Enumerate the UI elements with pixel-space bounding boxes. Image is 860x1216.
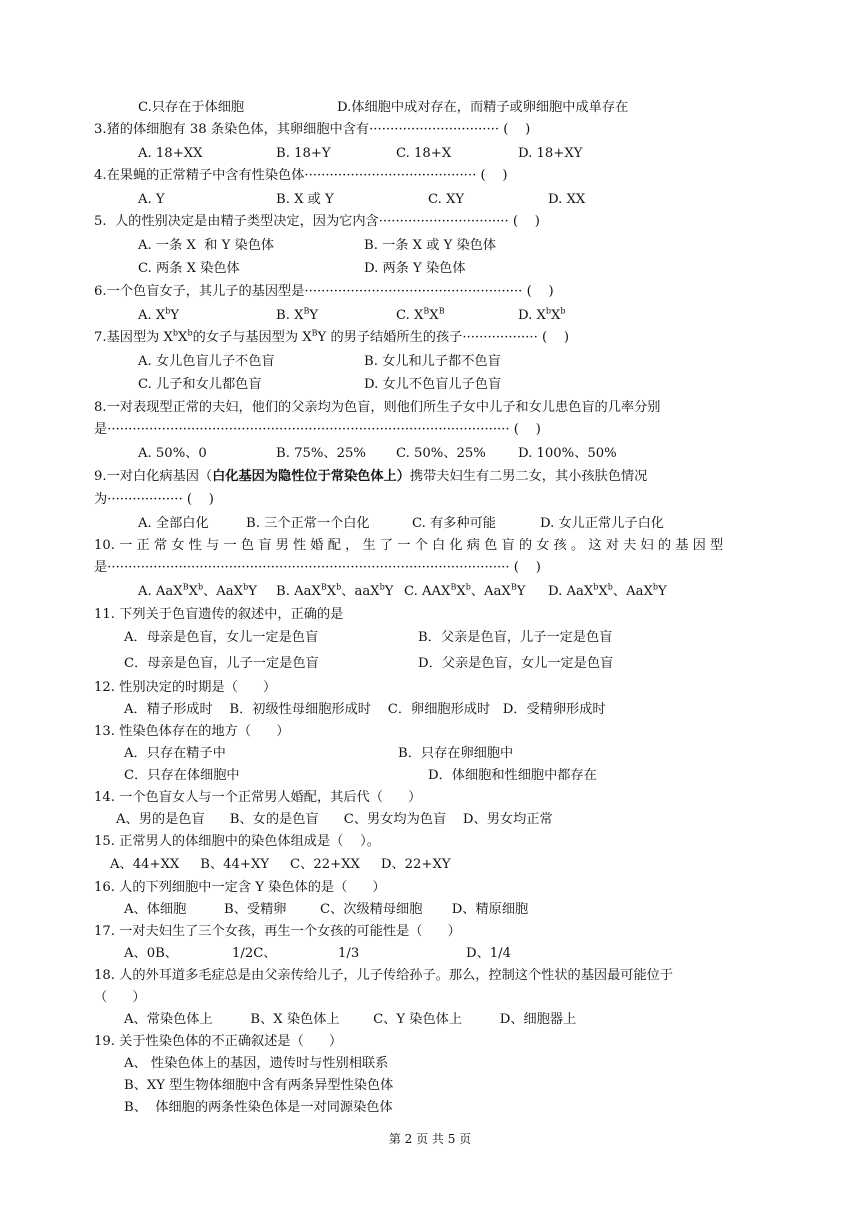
text-line: A. 全部白化 xyxy=(138,516,209,531)
text-line: 15. 正常男人的体细胞中的染色体组成是（ ）。 xyxy=(94,834,380,849)
text-line: C. 50%、25% xyxy=(396,446,486,461)
text-line: 12. 性别决定的时期是（ ） xyxy=(94,680,277,695)
text-line: 14. 一个色盲女人与一个正常男人婚配，其后代（ ） xyxy=(94,790,422,805)
text-line: A. 18+XX xyxy=(138,146,203,161)
q6-option-c: C. $X^BX^B$ xyxy=(396,306,445,323)
text-line: D．体细胞和性细胞中都存在 xyxy=(428,768,597,783)
text-line: D. 100%、50% xyxy=(518,446,617,461)
text-line: C．只存在体细胞中 xyxy=(124,768,240,783)
text-line: 3.猪的体细胞有 38 条染色体，其卵细胞中含有······························· ( ) xyxy=(94,122,531,137)
text-line: C．母亲是色盲，儿子一定是色盲 xyxy=(124,656,319,671)
text-line: 16. 人的下列细胞中一定含 Y 染色体的是（ ） xyxy=(94,880,386,895)
text-line: A．只存在精子中 xyxy=(124,746,226,761)
q6-option-b: B. $X^BY$ xyxy=(276,306,319,323)
q10-option-b: B. $AaX^BX^b$、aaX$^b$Y xyxy=(276,582,394,599)
text-line: D. 18+XY xyxy=(518,146,583,161)
text-line: A. 一条 X 和 Y 染色体 xyxy=(138,238,275,253)
text-line: 是································································································ ( ) xyxy=(94,560,541,575)
text-line: B. X 或 Y xyxy=(276,192,334,207)
text-line: B．只存在卵细胞中 xyxy=(398,746,514,761)
text-line: 是································································································ ( ) xyxy=(94,422,541,437)
q6-option-d: D. $X^bX^b$ xyxy=(518,306,566,323)
text-line: 8.一对表现型正常的夫妇，他们的父亲均为色盲，则他们所生子女中儿子和女儿患色盲的几率分别 xyxy=(94,400,661,415)
q10-option-d: D. $AaX^bX^b$、AaX$^b$Y xyxy=(548,582,667,599)
text-line: A、0B、 xyxy=(124,946,178,961)
text-line: C. XY xyxy=(428,192,465,207)
text-line: 5. 人的性别决定是由精子类型决定，因为它内含······························· ( ) xyxy=(94,214,540,229)
text-line: D. 两条 Y 染色体 xyxy=(364,261,466,276)
q7-option-d: D. 女儿不色盲儿子色盲 xyxy=(364,377,502,392)
text-line: C.只存在于体细胞 xyxy=(138,100,245,115)
text-line: 13. 性染色体存在的地方（ ） xyxy=(94,724,290,739)
text-line: B．父亲是色盲，儿子一定是色盲 xyxy=(418,630,613,645)
text-line: D. 女儿正常儿子白化 xyxy=(540,516,664,531)
text-line: D.体细胞中成对存在，而精子或卵细胞中成单存在 xyxy=(337,100,629,115)
text-line: B. 一条 X 或 Y 染色体 xyxy=(364,238,497,253)
text-line: A、男的是色盲 B、女的是色盲 C、男女均为色盲 D、男女均正常 xyxy=(116,812,553,827)
text-line: A、体细胞 B、受精卵 C、次级精母细胞 D、精原细胞 xyxy=(124,902,529,917)
text-line: A．精子形成时 B．初级性母细胞形成时 C．卵细胞形成时 D．受精卵形成时 xyxy=(124,702,606,717)
q10-option-c: C. $AAX^BX^b$、AaX$^B$Y xyxy=(404,582,526,599)
text-line: D. XX xyxy=(548,192,586,207)
text-line: 1/2C、 xyxy=(232,946,277,961)
text-line: D、1/4 xyxy=(466,946,511,961)
text-line: B. 75%、25% xyxy=(276,446,366,461)
text-line: C. 18+X xyxy=(396,146,452,161)
text-line: A、44+XX B、44+XY C、22+XX D、22+XY xyxy=(110,857,451,872)
text-line: A、常染色体上 B、X 染色体上 C、Y 染色体上 D、细胞器上 xyxy=(124,1012,577,1027)
text-line: 11. 下列关于色盲遗传的叙述中，正确的是 xyxy=(94,607,344,622)
text-line: 6.一个色盲女子，其儿子的基因型是···················································· ( ) xyxy=(94,284,554,299)
text-line: B. 18+Y xyxy=(276,146,331,161)
q7-stem: 7.基因型为 $X^bX^b$的女子与基因型为 $X^BY$ 的男子结婚所生的孩子·················· ( ) xyxy=(94,328,570,345)
page-footer: 第 2 页 共 5 页 xyxy=(388,1132,472,1146)
text-line: A、 性染色体上的基因，遗传时与性别相联系 xyxy=(124,1056,389,1071)
text-line: 4.在果蝇的正常精子中含有性染色体········································· ( ) xyxy=(94,168,508,183)
text-line: A. Y xyxy=(138,192,165,207)
q7-option-b: B. 女儿和儿子都不色盲 xyxy=(364,354,501,369)
text-line: B、 体细胞的两条性染色体是一对同源染色体 xyxy=(124,1100,393,1115)
text-line: 19. 关于性染色体的不正确叙述是（ ） xyxy=(94,1034,343,1049)
text-line: 为·················· ( ) xyxy=(94,492,214,507)
text-line: B、XY 型生物体细胞中含有两条异型性染色体 xyxy=(124,1078,394,1093)
text-line: C. 有多种可能 xyxy=(412,516,496,531)
text-line: A．母亲是色盲，女儿一定是色盲 xyxy=(124,630,319,645)
text-line: （ ） xyxy=(94,990,146,1005)
q7-option-a: A. 女儿色盲儿子不色盲 xyxy=(138,354,275,369)
text-line: A. 50%、0 xyxy=(138,446,207,461)
text-line: 10. 一 正 常 女 性 与 一 色 盲 男 性 婚 配 ， 生 了 一 个 白 化 病 色 盲 的 女 孩 。 这 对 夫 妇 的 基 因 型 xyxy=(94,538,724,553)
text-line: 1/3 xyxy=(338,946,360,961)
text-line: C. 两条 X 染色体 xyxy=(138,261,240,276)
q10-option-a: A. $AaX^BX^b$、AaX$^b$Y xyxy=(138,582,257,599)
q7-option-c: C. 儿子和女儿都色盲 xyxy=(138,377,262,392)
text-line: D．父亲是色盲，女儿一定是色盲 xyxy=(418,656,614,671)
q6-option-a: A. $X^bY$ xyxy=(138,306,180,323)
text-line: B. 三个正常一个白化 xyxy=(246,516,370,531)
text-line: 18. 人的外耳道多毛症总是由父亲传给儿子，儿子传给孙子。那么，控制这个性状的基因最可能位于 xyxy=(94,968,674,983)
q9-stem: 9.一对白化病基因（白化基因为隐性位于常染色体上）携带夫妇生有二男二女，其小孩肤色情况 xyxy=(94,469,648,484)
text-line: 17. 一对夫妇生了三个女孩，再生一个女孩的可能性是（ ） xyxy=(94,924,461,939)
